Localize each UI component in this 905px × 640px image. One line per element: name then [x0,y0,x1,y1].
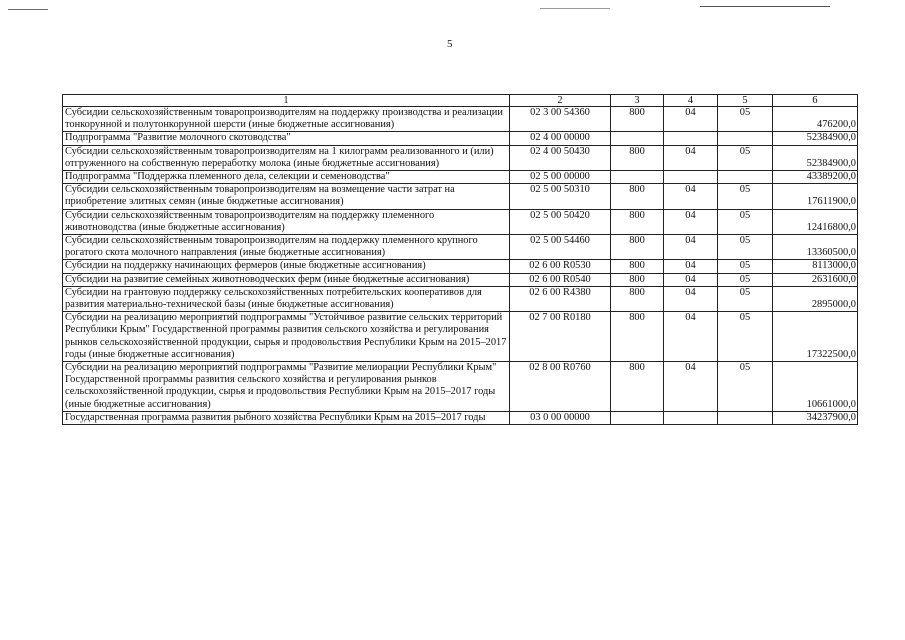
table-row [63,145,858,170]
col-header-vr: 3 [611,95,664,107]
table-row [63,184,858,209]
header-row [63,95,858,107]
row-amount-cell: 12416800,0 [773,209,858,234]
row-vr-cell: 800 [611,107,664,132]
row-pr-cell: 05 [718,273,773,286]
row-csr-cell: 02 4 00 50430 [510,145,611,170]
row-rz-cell: 04 [664,312,718,362]
row-vr-cell: 800 [611,362,664,412]
row-pr-cell: 05 [718,107,773,132]
row-csr-cell: 02 5 00 50310 [510,184,611,209]
row-csr-cell: 02 5 00 54460 [510,235,611,260]
row-pr-cell: 05 [718,184,773,209]
row-vr-cell: 800 [611,145,664,170]
row-vr-cell [611,132,664,145]
row-rz-cell [664,132,718,145]
row-rz-cell: 04 [664,209,718,234]
row-name-cell: Субсидии сельскохозяйственным товаропроизводителям на поддержку производства и реализации тонкорунной и полутонкорунной шерсти (иные бюджетные ассигнования) [63,107,510,132]
row-vr-cell [611,411,664,424]
row-name-cell: Государственная программа развития рыбного хозяйства Республики Крым на 2015–2017 годы [63,411,510,424]
row-rz-cell [664,411,718,424]
row-vr-cell: 800 [611,286,664,311]
scan-artifact [700,6,830,7]
row-csr-cell: 02 5 00 50420 [510,209,611,234]
row-pr-cell: 05 [718,145,773,170]
col-header-amount: 6 [773,95,858,107]
row-csr-cell: 02 6 00 R4380 [510,286,611,311]
row-pr-cell [718,171,773,184]
row-name-cell: Субсидии на реализацию мероприятий подпрограммы "Устойчивое развитие сельских территорий Республики Крым" Государственной программы развития сельского хозяйства и регулирования рынков сельскохозяйственной продукции, сырья и продовольствия Республики Крым на 2015–2017 годы (иные бюджетные ассигнования) [63,312,510,362]
row-vr-cell: 800 [611,312,664,362]
page-number: 5 [447,38,453,50]
row-amount-cell: 476200,0 [773,107,858,132]
row-amount-cell: 17611900,0 [773,184,858,209]
row-pr-cell: 05 [718,312,773,362]
row-csr-cell: 02 4 00 00000 [510,132,611,145]
row-pr-cell: 05 [718,235,773,260]
row-amount-cell: 2895000,0 [773,286,858,311]
col-header-rz: 4 [664,95,718,107]
row-amount-cell: 13360500,0 [773,235,858,260]
row-csr-cell: 02 6 00 R0540 [510,273,611,286]
row-pr-cell: 05 [718,286,773,311]
table-row [63,286,858,311]
row-csr-cell: 02 8 00 R0760 [510,362,611,412]
table-row [63,235,858,260]
row-rz-cell: 04 [664,107,718,132]
row-name-cell: Субсидии сельскохозяйственным товаропроизводителям на поддержку племенного крупного рогатого скота молочного направления (иные бюджетные ассигнования) [63,235,510,260]
row-amount-cell: 2631600,0 [773,273,858,286]
row-amount-cell: 8113000,0 [773,260,858,273]
row-pr-cell: 05 [718,209,773,234]
table-row [63,411,858,424]
row-vr-cell: 800 [611,209,664,234]
row-rz-cell: 04 [664,273,718,286]
table-body [63,107,858,425]
row-amount-cell: 43389200,0 [773,171,858,184]
row-name-cell: Подпрограмма "Поддержка племенного дела, селекции и семеноводства" [63,171,510,184]
row-name-cell: Субсидии на грантовую поддержку сельскохозяйственных потребительских кооперативов для развития материально-технической базы (иные бюджетные ассигнования) [63,286,510,311]
table-row [63,132,858,145]
table-row [63,260,858,273]
row-pr-cell [718,411,773,424]
row-vr-cell: 800 [611,260,664,273]
table-row [63,209,858,234]
table-row [63,273,858,286]
row-name-cell: Субсидии сельскохозяйственным товаропроизводителям на возмещение части затрат на приобретение элитных семян (иные бюджетные ассигнования) [63,184,510,209]
row-rz-cell: 04 [664,260,718,273]
table-row [63,107,858,132]
row-pr-cell [718,132,773,145]
budget-table [62,94,858,425]
row-name-cell: Субсидии сельскохозяйственным товаропроизводителям на поддержку племенного животноводства (иные бюджетные ассигнования) [63,209,510,234]
row-csr-cell: 02 7 00 R0180 [510,312,611,362]
row-rz-cell: 04 [664,362,718,412]
row-vr-cell: 800 [611,235,664,260]
col-header-name: 1 [63,95,510,107]
row-rz-cell: 04 [664,184,718,209]
row-csr-cell: 02 5 00 00000 [510,171,611,184]
row-rz-cell: 04 [664,286,718,311]
row-amount-cell: 52384900,0 [773,145,858,170]
row-rz-cell: 04 [664,235,718,260]
row-rz-cell [664,171,718,184]
row-vr-cell: 800 [611,184,664,209]
row-amount-cell: 52384900,0 [773,132,858,145]
row-amount-cell: 17322500,0 [773,312,858,362]
row-name-cell: Субсидии на поддержку начинающих фермеров (иные бюджетные ассигнования) [63,260,510,273]
row-name-cell: Субсидии на развитие семейных животноводческих ферм (иные бюджетные ассигнования) [63,273,510,286]
row-amount-cell: 10661000,0 [773,362,858,412]
scan-artifact [8,9,48,10]
table-row [63,362,858,412]
row-pr-cell: 05 [718,260,773,273]
row-csr-cell: 02 6 00 R0530 [510,260,611,273]
row-vr-cell [611,171,664,184]
table-row [63,312,858,362]
table-row [63,171,858,184]
col-header-pr: 5 [718,95,773,107]
row-name-cell: Подпрограмма "Развитие молочного скотоводства" [63,132,510,145]
col-header-csr: 2 [510,95,611,107]
row-csr-cell: 02 3 00 54360 [510,107,611,132]
row-csr-cell: 03 0 00 00000 [510,411,611,424]
row-name-cell: Субсидии сельскохозяйственным товаропроизводителям на 1 килограмм реализованного и (или) отгруженного на собственную переработку молока (иные бюджетные ассигнования) [63,145,510,170]
row-vr-cell: 800 [611,273,664,286]
scan-artifact [540,8,610,9]
row-rz-cell: 04 [664,145,718,170]
row-pr-cell: 05 [718,362,773,412]
row-name-cell: Субсидии на реализацию мероприятий подпрограммы "Развитие мелиорации Республики Крым" Государственной программы развития сельского хозяйства и регулирования рынков сельскохозяйственной продукции, сырья и продовольствия Республики Крым на 2015–2017 годы (иные бюджетные ассигнования) [63,362,510,412]
row-amount-cell: 34237900,0 [773,411,858,424]
